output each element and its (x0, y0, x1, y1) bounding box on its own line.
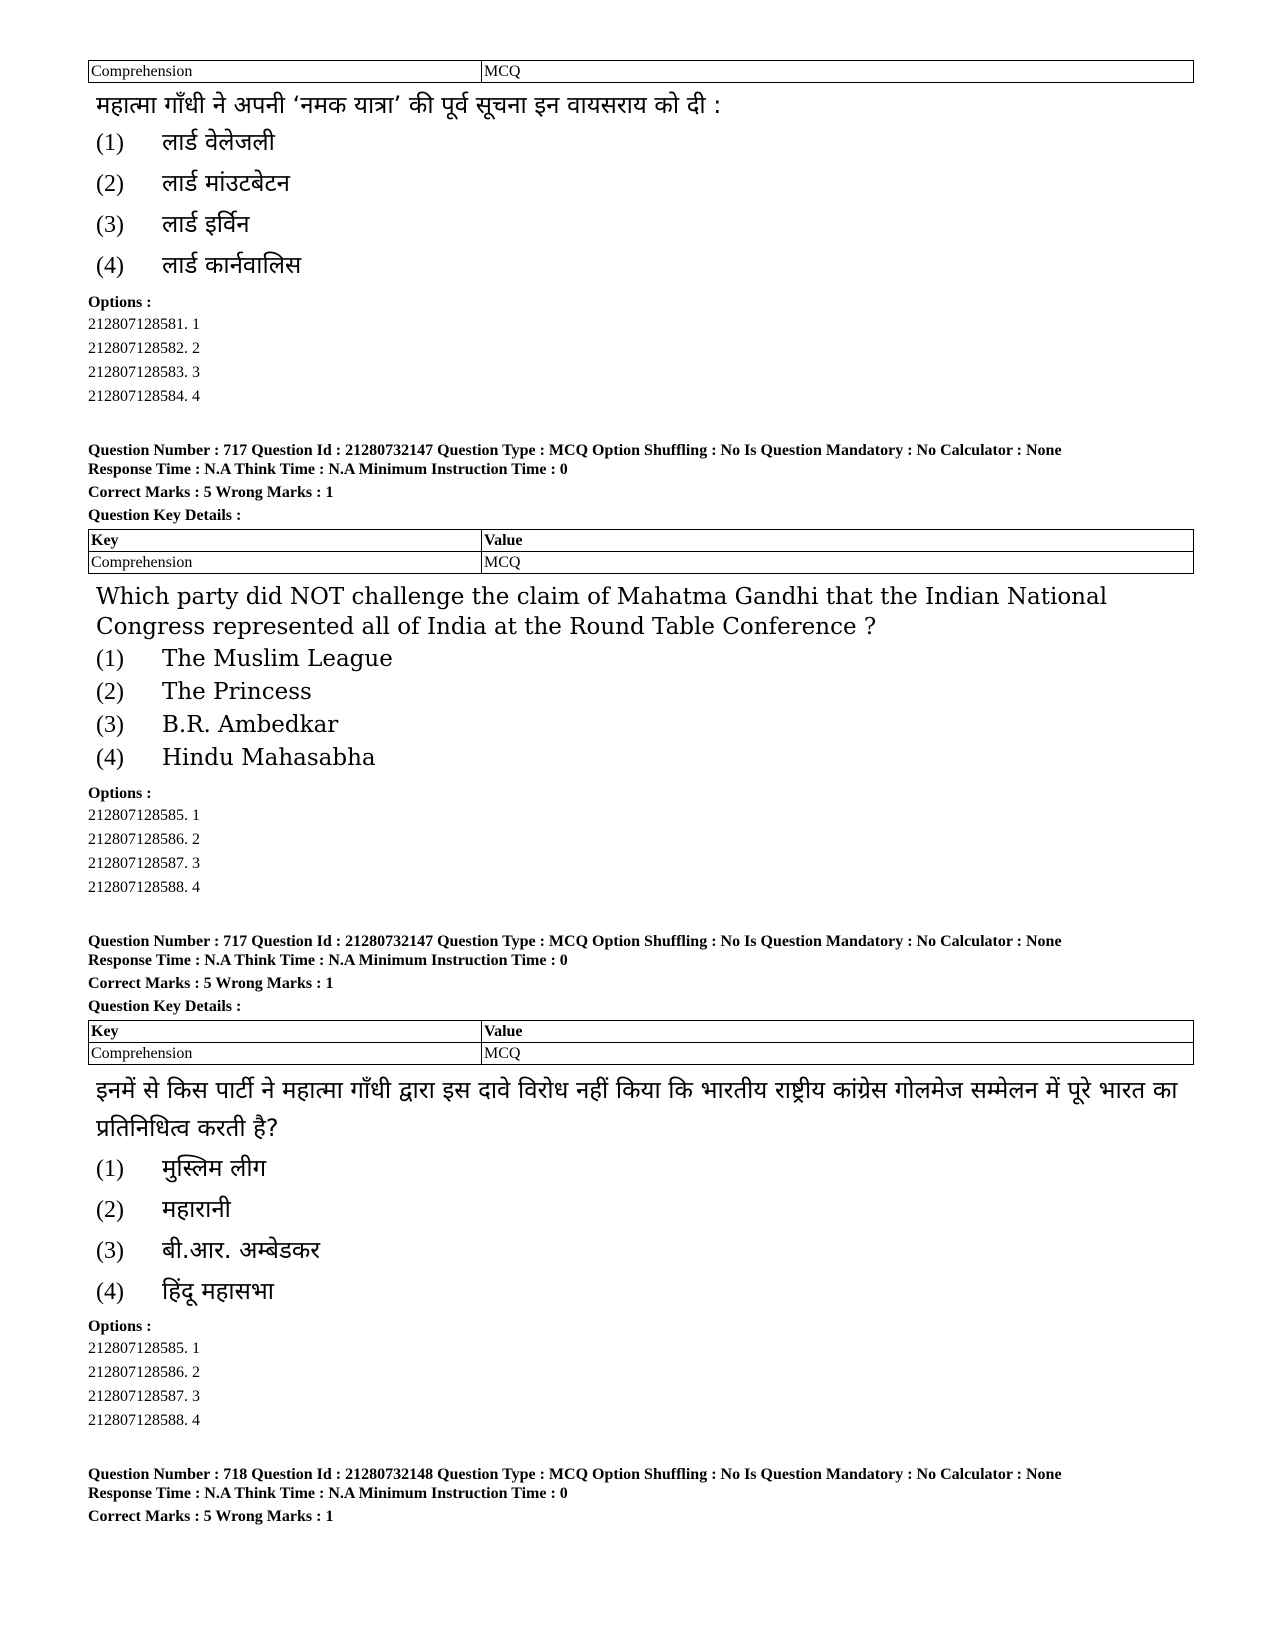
table-header-row (89, 530, 1194, 552)
table-header-row (89, 1021, 1194, 1043)
option-id: 212807128586. 2 (88, 831, 200, 848)
meta-line-1: Question Number : 717 Question Id : 21280732147 Question Type : MCQ Option Shuffling : No Is Question Mandatory : No Calculator : None (88, 442, 1062, 459)
choice-number: (2) (96, 1197, 124, 1223)
choice-text: महारानी (162, 1195, 231, 1223)
meta-line-2: Response Time : N.A Think Time : N.A Minimum Instruction Time : 0 (88, 461, 568, 478)
options-label: Options : (88, 1318, 152, 1335)
document-page (88, 60, 1198, 1527)
value-cell: MCQ (482, 1043, 1194, 1065)
choice-item (96, 1192, 1198, 1233)
option-id: 212807128588. 4 (88, 879, 200, 896)
meta-line-2: Response Time : N.A Think Time : N.A Minimum Instruction Time : 0 (88, 952, 568, 969)
option-id: 212807128587. 3 (88, 1388, 200, 1405)
choice-text: बी.आर. अम्बेडकर (162, 1236, 321, 1264)
choice-item (96, 166, 1198, 207)
value-cell: MCQ (482, 552, 1194, 574)
choice-item (96, 1151, 1198, 1192)
choice-number: (4) (96, 745, 124, 771)
key-details-label: Question Key Details : (88, 998, 242, 1015)
choice-text: The Princess (162, 679, 312, 705)
choice-list (96, 1151, 1198, 1315)
header-value: Value (482, 1021, 1194, 1043)
option-id: 212807128586. 2 (88, 1364, 200, 1381)
question-meta (88, 1465, 1198, 1503)
meta-line-2: Response Time : N.A Think Time : N.A Minimum Instruction Time : 0 (88, 1485, 568, 1502)
choice-text: हिंदू महासभा (162, 1277, 274, 1305)
value-cell: MCQ (482, 61, 1194, 83)
key-cell: Comprehension (89, 61, 482, 83)
question-text: इनमें से किस पार्टी ने महात्मा गाँधी द्वारा इस दावे विरोध नहीं किया कि भारतीय राष्ट्रीय कांग्रेस गोलमेज सम्मेलन में पूरे भारत का प्रतिनिधित्व करती है? (96, 1076, 1178, 1142)
choice-item (96, 1233, 1198, 1274)
choice-text: लार्ड कार्नवालिस (162, 251, 302, 279)
header-key: Key (89, 1021, 482, 1043)
key-cell: Comprehension (89, 552, 482, 574)
choice-item (96, 207, 1198, 248)
choice-text: B.R. Ambedkar (162, 712, 339, 738)
choice-item (96, 679, 1198, 712)
key-details-label: Question Key Details : (88, 507, 242, 524)
key-value-table (88, 529, 1194, 574)
option-id: 212807128582. 2 (88, 340, 200, 357)
choice-number: (2) (96, 171, 124, 197)
choice-text: लार्ड वेलेजली (162, 128, 275, 156)
choice-item (96, 646, 1198, 679)
options-label: Options : (88, 785, 152, 802)
table-row (89, 61, 1194, 83)
option-id: 212807128587. 3 (88, 855, 200, 872)
marks-line: Correct Marks : 5 Wrong Marks : 1 (88, 975, 334, 992)
choice-list (96, 646, 1198, 778)
header-value: Value (482, 530, 1194, 552)
choice-number: (3) (96, 1238, 124, 1264)
choice-number: (1) (96, 1156, 124, 1182)
option-id: 212807128585. 1 (88, 807, 200, 824)
option-id: 212807128583. 3 (88, 364, 200, 381)
choice-number: (2) (96, 679, 124, 705)
choice-item (96, 745, 1198, 778)
meta-line-1: Question Number : 718 Question Id : 21280732148 Question Type : MCQ Option Shuffling : No Is Question Mandatory : No Calculator : None (88, 1466, 1062, 1483)
question-meta (88, 932, 1198, 970)
options-list (88, 804, 1198, 900)
options-list (88, 313, 1198, 409)
table-row (89, 1043, 1194, 1065)
choice-number: (3) (96, 712, 124, 738)
option-id: 212807128588. 4 (88, 1412, 200, 1429)
choice-item (96, 1274, 1198, 1315)
options-label: Options : (88, 294, 152, 311)
marks-line: Correct Marks : 5 Wrong Marks : 1 (88, 1508, 334, 1525)
key-value-table (88, 60, 1194, 83)
choice-text: लार्ड इर्विन (162, 210, 250, 238)
choice-item (96, 712, 1198, 745)
options-list (88, 1337, 1198, 1433)
question-meta (88, 441, 1198, 479)
choice-text: The Muslim League (162, 646, 393, 672)
choice-number: (4) (96, 253, 124, 279)
choice-text: Hindu Mahasabha (162, 745, 376, 771)
table-row (89, 552, 1194, 574)
choice-list (96, 125, 1198, 289)
option-id: 212807128584. 4 (88, 388, 200, 405)
option-id: 212807128581. 1 (88, 316, 200, 333)
meta-line-1: Question Number : 717 Question Id : 21280732147 Question Type : MCQ Option Shuffling : No Is Question Mandatory : No Calculator : None (88, 933, 1062, 950)
choice-number: (1) (96, 130, 124, 156)
header-key: Key (89, 530, 482, 552)
choice-number: (3) (96, 212, 124, 238)
choice-number: (1) (96, 646, 124, 672)
key-value-table (88, 1020, 1194, 1065)
choice-text: लार्ड मांउटबेटन (162, 169, 290, 197)
key-cell: Comprehension (89, 1043, 482, 1065)
choice-item (96, 248, 1198, 289)
question-text: महात्मा गाँधी ने अपनी ‘नमक यात्रा’ की पूर्व सूचना इन वायसराय को दी : (96, 91, 722, 119)
choice-number: (4) (96, 1279, 124, 1305)
question-text: Which party did NOT challenge the claim of Mahatma Gandhi that the Indian National Congress represented all of India at the Round Table Conference ? (96, 584, 1108, 640)
option-id: 212807128585. 1 (88, 1340, 200, 1357)
choice-item (96, 125, 1198, 166)
choice-text: मुस्लिम लीग (162, 1154, 267, 1182)
marks-line: Correct Marks : 5 Wrong Marks : 1 (88, 484, 334, 501)
